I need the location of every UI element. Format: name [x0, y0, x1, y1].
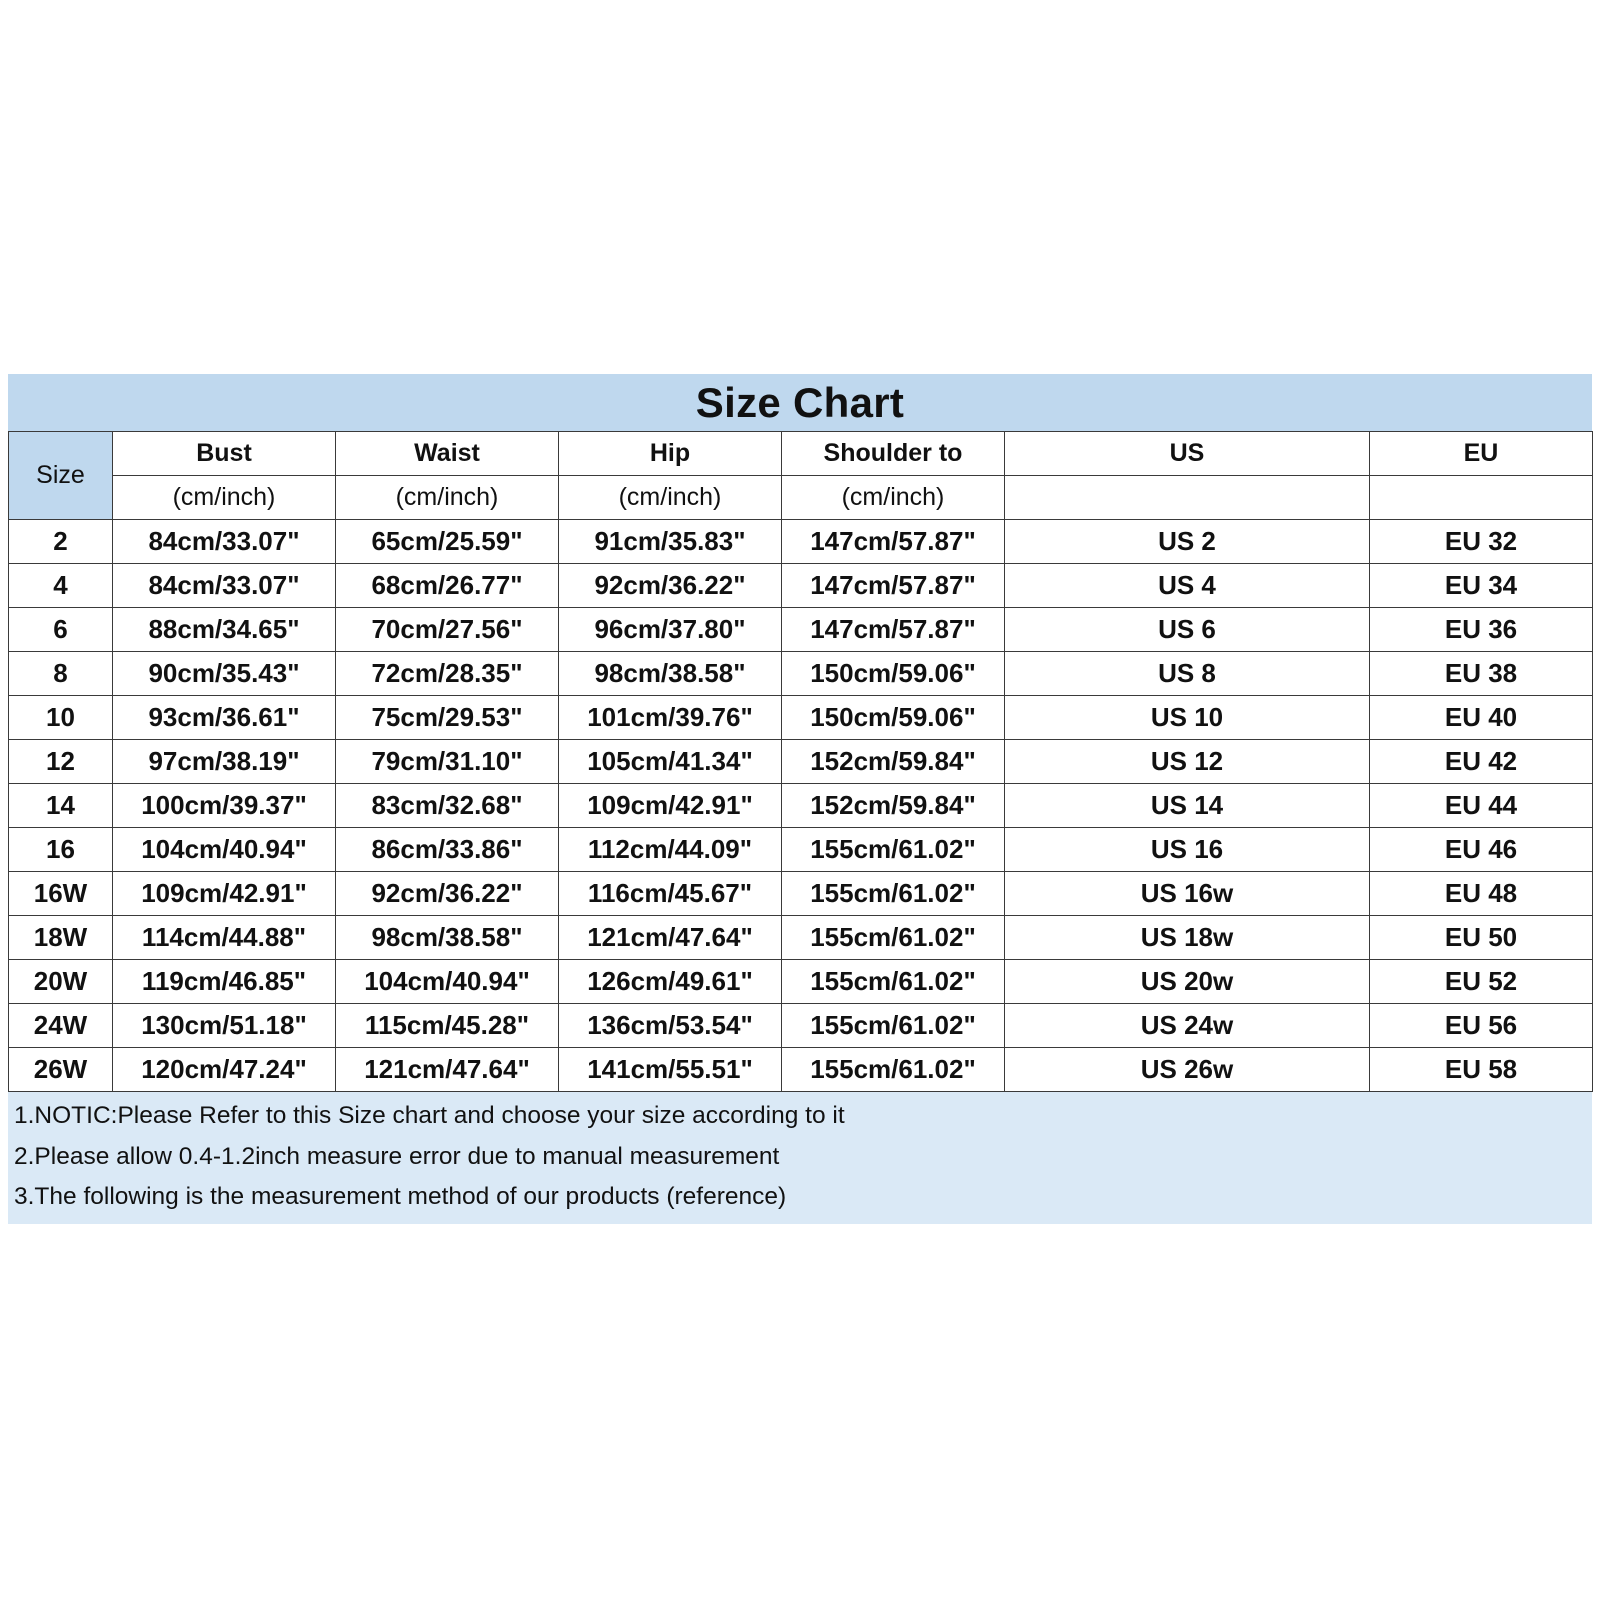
cell-size: 14: [9, 784, 113, 828]
cell-waist: 72cm/28.35": [336, 652, 559, 696]
cell-us: US 4: [1005, 564, 1370, 608]
cell-eu: EU 52: [1370, 960, 1593, 1004]
table-row: [9, 872, 1593, 916]
cell-hip: 96cm/37.80": [559, 608, 782, 652]
cell-bust: 93cm/36.61": [113, 696, 336, 740]
cell-hip: 121cm/47.64": [559, 916, 782, 960]
cell-size: 16W: [9, 872, 113, 916]
table-row: [9, 1004, 1593, 1048]
cell-waist: 115cm/45.28": [336, 1004, 559, 1048]
unit-row: [9, 476, 1593, 520]
cell-waist: 70cm/27.56": [336, 608, 559, 652]
cell-waist: 104cm/40.94": [336, 960, 559, 1004]
cell-shoulder: 150cm/59.06": [782, 696, 1005, 740]
header-bust: Bust: [113, 432, 336, 476]
cell-bust: 119cm/46.85": [113, 960, 336, 1004]
cell-bust: 114cm/44.88": [113, 916, 336, 960]
cell-waist: 121cm/47.64": [336, 1048, 559, 1092]
note-1: 1.NOTIC:Please Refer to this Size chart and choose your size according to it: [14, 1102, 845, 1129]
header-size: Size: [9, 432, 113, 520]
cell-us: US 24w: [1005, 1004, 1370, 1048]
cell-eu: EU 46: [1370, 828, 1593, 872]
cell-shoulder: 147cm/57.87": [782, 520, 1005, 564]
cell-bust: 84cm/33.07": [113, 564, 336, 608]
cell-size: 12: [9, 740, 113, 784]
cell-shoulder: 155cm/61.02": [782, 828, 1005, 872]
cell-shoulder: 147cm/57.87": [782, 564, 1005, 608]
chart-title: Size Chart: [8, 374, 1592, 431]
cell-eu: EU 34: [1370, 564, 1593, 608]
table-row: [9, 520, 1593, 564]
cell-hip: 109cm/42.91": [559, 784, 782, 828]
cell-waist: 65cm/25.59": [336, 520, 559, 564]
cell-bust: 88cm/34.65": [113, 608, 336, 652]
table-row: [9, 1048, 1593, 1092]
cell-us: US 10: [1005, 696, 1370, 740]
cell-eu: EU 44: [1370, 784, 1593, 828]
cell-size: 24W: [9, 1004, 113, 1048]
table-row: [9, 652, 1593, 696]
cell-us: US 20w: [1005, 960, 1370, 1004]
cell-hip: 126cm/49.61": [559, 960, 782, 1004]
cell-hip: 92cm/36.22": [559, 564, 782, 608]
header-row: [9, 432, 1593, 476]
cell-eu: EU 56: [1370, 1004, 1593, 1048]
size-table: [8, 431, 1593, 1092]
cell-hip: 91cm/35.83": [559, 520, 782, 564]
cell-shoulder: 155cm/61.02": [782, 1004, 1005, 1048]
cell-waist: 92cm/36.22": [336, 872, 559, 916]
table-row: [9, 564, 1593, 608]
cell-waist: 68cm/26.77": [336, 564, 559, 608]
cell-size: 6: [9, 608, 113, 652]
unit-bust: (cm/inch): [113, 476, 336, 520]
cell-waist: 98cm/38.58": [336, 916, 559, 960]
cell-waist: 83cm/32.68": [336, 784, 559, 828]
cell-bust: 120cm/47.24": [113, 1048, 336, 1092]
cell-eu: EU 32: [1370, 520, 1593, 564]
size-chart: [8, 374, 1592, 1224]
cell-bust: 109cm/42.91": [113, 872, 336, 916]
cell-eu: EU 42: [1370, 740, 1593, 784]
cell-bust: 100cm/39.37": [113, 784, 336, 828]
cell-size: 18W: [9, 916, 113, 960]
cell-waist: 79cm/31.10": [336, 740, 559, 784]
unit-us: [1005, 476, 1370, 520]
notes-panel: [8, 1092, 1592, 1224]
cell-hip: 141cm/55.51": [559, 1048, 782, 1092]
table-row: [9, 960, 1593, 1004]
cell-hip: 105cm/41.34": [559, 740, 782, 784]
cell-waist: 75cm/29.53": [336, 696, 559, 740]
cell-bust: 130cm/51.18": [113, 1004, 336, 1048]
cell-hip: 101cm/39.76": [559, 696, 782, 740]
header-eu: EU: [1370, 432, 1593, 476]
cell-bust: 90cm/35.43": [113, 652, 336, 696]
cell-eu: EU 40: [1370, 696, 1593, 740]
cell-eu: EU 58: [1370, 1048, 1593, 1092]
cell-us: US 2: [1005, 520, 1370, 564]
cell-us: US 12: [1005, 740, 1370, 784]
table-row: [9, 608, 1593, 652]
unit-hip: (cm/inch): [559, 476, 782, 520]
cell-bust: 84cm/33.07": [113, 520, 336, 564]
unit-shoulder: (cm/inch): [782, 476, 1005, 520]
cell-size: 8: [9, 652, 113, 696]
cell-shoulder: 152cm/59.84": [782, 740, 1005, 784]
cell-us: US 6: [1005, 608, 1370, 652]
cell-size: 4: [9, 564, 113, 608]
cell-waist: 86cm/33.86": [336, 828, 559, 872]
cell-bust: 104cm/40.94": [113, 828, 336, 872]
cell-hip: 136cm/53.54": [559, 1004, 782, 1048]
cell-eu: EU 38: [1370, 652, 1593, 696]
cell-shoulder: 155cm/61.02": [782, 916, 1005, 960]
cell-eu: EU 48: [1370, 872, 1593, 916]
cell-us: US 8: [1005, 652, 1370, 696]
cell-bust: 97cm/38.19": [113, 740, 336, 784]
cell-size: 20W: [9, 960, 113, 1004]
cell-hip: 116cm/45.67": [559, 872, 782, 916]
header-us: US: [1005, 432, 1370, 476]
table-row: [9, 784, 1593, 828]
header-hip: Hip: [559, 432, 782, 476]
cell-shoulder: 155cm/61.02": [782, 1048, 1005, 1092]
table-row: [9, 696, 1593, 740]
cell-eu: EU 50: [1370, 916, 1593, 960]
cell-shoulder: 152cm/59.84": [782, 784, 1005, 828]
table-row: [9, 740, 1593, 784]
unit-waist: (cm/inch): [336, 476, 559, 520]
cell-shoulder: 150cm/59.06": [782, 652, 1005, 696]
cell-hip: 112cm/44.09": [559, 828, 782, 872]
note-3: 3.The following is the measurement method of our products (reference): [14, 1183, 787, 1210]
cell-us: US 14: [1005, 784, 1370, 828]
header-shoulder: Shoulder to: [782, 432, 1005, 476]
header-waist: Waist: [336, 432, 559, 476]
cell-shoulder: 147cm/57.87": [782, 608, 1005, 652]
cell-shoulder: 155cm/61.02": [782, 872, 1005, 916]
cell-shoulder: 155cm/61.02": [782, 960, 1005, 1004]
size-rows: [9, 520, 1593, 1092]
cell-size: 10: [9, 696, 113, 740]
cell-size: 26W: [9, 1048, 113, 1092]
cell-hip: 98cm/38.58": [559, 652, 782, 696]
unit-eu: [1370, 476, 1593, 520]
note-2: 2.Please allow 0.4-1.2inch measure error due to manual measurement: [14, 1142, 780, 1170]
cell-us: US 16w: [1005, 872, 1370, 916]
cell-us: US 26w: [1005, 1048, 1370, 1092]
cell-size: 16: [9, 828, 113, 872]
cell-size: 2: [9, 520, 113, 564]
table-row: [9, 828, 1593, 872]
cell-us: US 18w: [1005, 916, 1370, 960]
cell-us: US 16: [1005, 828, 1370, 872]
cell-eu: EU 36: [1370, 608, 1593, 652]
table-row: [9, 916, 1593, 960]
